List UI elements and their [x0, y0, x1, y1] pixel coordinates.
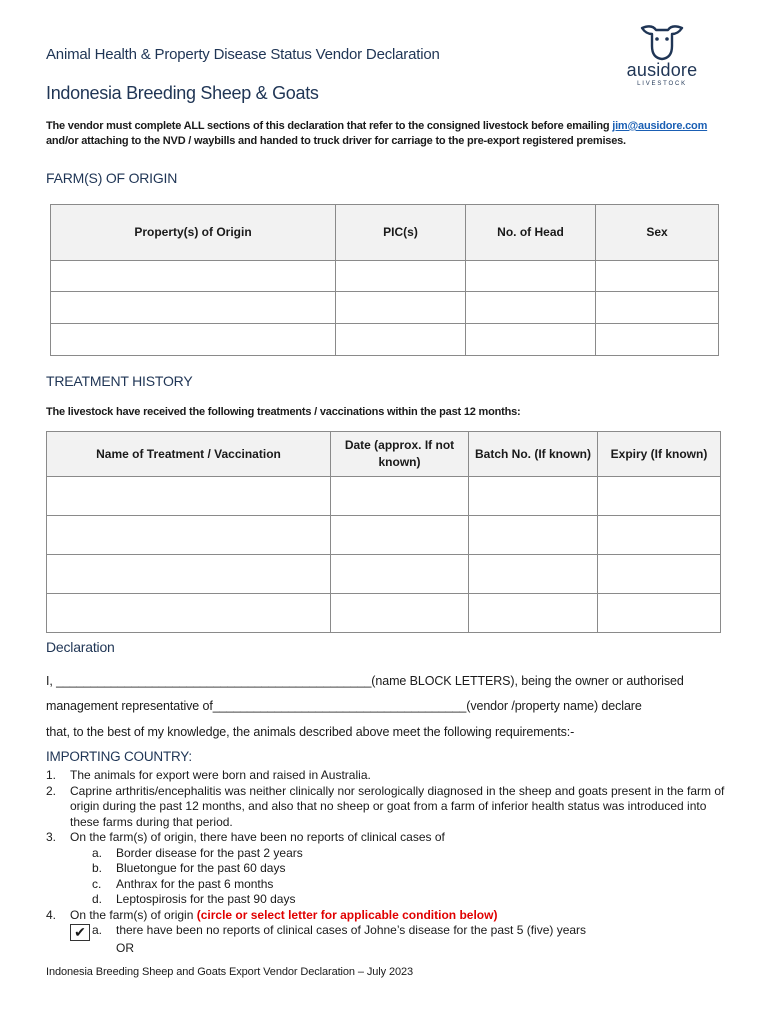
treatment-cell[interactable]: [47, 555, 331, 594]
list-subitem: d. Leptospirosis for the past 90 days: [92, 892, 296, 906]
date-cell[interactable]: [331, 477, 469, 516]
sheep-head-icon: [638, 22, 686, 62]
col-property: Property(s) of Origin: [51, 205, 336, 261]
date-cell[interactable]: [331, 594, 469, 633]
col-batch: Batch No. (If known): [469, 432, 598, 477]
requirements-list: [46, 768, 736, 957]
list-subitem: c. Anthrax for the past 6 months: [92, 876, 274, 891]
table-row: [47, 516, 721, 555]
col-treatment-name: Name of Treatment / Vaccination: [47, 432, 331, 477]
table-row: [51, 261, 719, 292]
col-sex: Sex: [596, 205, 719, 261]
pic-cell[interactable]: [336, 324, 466, 356]
list-item: 1. The animals for export were born and raised in Australia.: [46, 768, 371, 782]
table-row: [51, 292, 719, 324]
col-pic: PIC(s): [336, 205, 466, 261]
head-cell[interactable]: [466, 324, 596, 356]
treatment-history-heading: TREATMENT HISTORY: [46, 373, 193, 389]
company-logo: [612, 22, 712, 87]
email-link[interactable]: jim@ausidore.com: [612, 120, 708, 132]
logo-tagline: LIVESTOCK: [637, 81, 687, 87]
expiry-cell[interactable]: [598, 594, 721, 633]
batch-cell[interactable]: [469, 555, 598, 594]
or-separator: OR: [116, 941, 134, 955]
batch-cell[interactable]: [469, 594, 598, 633]
expiry-cell[interactable]: [598, 477, 721, 516]
table-row: [47, 477, 721, 516]
list-subitem: ✔ a. there have been no reports of clinical cases of Johne’s disease for the past 5 (five) years: [92, 923, 736, 941]
batch-cell[interactable]: [469, 477, 598, 516]
expiry-cell[interactable]: [598, 555, 721, 594]
head-cell[interactable]: [466, 261, 596, 292]
page-footer: Indonesia Breeding Sheep and Goats Export Vendor Declaration – July 2023: [46, 966, 414, 978]
sex-cell[interactable]: [596, 324, 719, 356]
pic-cell[interactable]: [336, 292, 466, 324]
table-row: [47, 555, 721, 594]
list-subitem: b. Bluetongue for the past 60 days: [92, 861, 286, 875]
col-date: Date (approx. If not known): [331, 432, 469, 477]
treatment-cell[interactable]: [47, 594, 331, 633]
list-item: 4. On the farm(s) of origin (circle or select letter for applicable condition below): [46, 907, 498, 922]
property-cell[interactable]: [51, 261, 336, 292]
list-item: 3. On the farm(s) of origin, there have been no reports of clinical cases of: [46, 830, 445, 844]
sex-cell[interactable]: [596, 292, 719, 324]
col-head-count: No. of Head: [466, 205, 596, 261]
sex-cell[interactable]: [596, 261, 719, 292]
list-subitem: a. Border disease for the past 2 years: [92, 845, 303, 860]
date-cell[interactable]: [331, 555, 469, 594]
pic-cell[interactable]: [336, 261, 466, 292]
table-row: [51, 324, 719, 356]
col-expiry: Expiry (If known): [598, 432, 721, 477]
farm-origin-table: [50, 204, 719, 356]
checkmark-box[interactable]: ✔: [70, 924, 90, 941]
importing-country-heading: IMPORTING COUNTRY:: [46, 749, 192, 764]
treatment-cell[interactable]: [47, 477, 331, 516]
document-title: Indonesia Breeding Sheep & Goats: [46, 83, 319, 103]
declaration-heading: Declaration: [46, 639, 115, 655]
treatment-subheading: The livestock have received the following treatments / vaccinations within the past 12 months:: [46, 406, 521, 418]
instruction-highlight: (circle or select letter for applicable condition below): [196, 907, 498, 922]
declaration-statement: that, to the best of my knowledge, the animals described above meet the following requirements:-: [46, 725, 575, 739]
head-cell[interactable]: [466, 292, 596, 324]
list-item: 2. Caprine arthritis/encephalitis was neither clinically nor serologically diagnosed in the sheep and goats present in the farm of origin during the past 12 months, and also that no sheep or goat from a farm of inferior health status was introduced into these farms during that period.: [46, 783, 725, 829]
expiry-cell[interactable]: [598, 516, 721, 555]
intro-instructions: The vendor must complete ALL sections of this declaration that refer to the consigned livestock before emailing jim@ausidore.com and/or attaching to the NVD / waybills and handed to truck driver for carriage to the pre-export registered premises.: [46, 120, 708, 147]
document-subtitle: Animal Health & Property Disease Status Vendor Declaration: [46, 46, 440, 63]
logo-brand: ausidore: [626, 60, 698, 80]
batch-cell[interactable]: [469, 516, 598, 555]
property-cell[interactable]: [51, 292, 336, 324]
farm-origin-heading: FARM(S) OF ORIGIN: [46, 170, 178, 186]
property-cell[interactable]: [51, 324, 336, 356]
table-row: [47, 594, 721, 633]
treatment-table: [46, 431, 721, 633]
declaration-name-line[interactable]: I, ______________________________________________(name BLOCK LETTERS), being the owner or authorised: [46, 674, 684, 688]
date-cell[interactable]: [331, 516, 469, 555]
declaration-vendor-line[interactable]: management representative of_____________________________________(vendor /property name) declare: [46, 699, 642, 713]
treatment-cell[interactable]: [47, 516, 331, 555]
